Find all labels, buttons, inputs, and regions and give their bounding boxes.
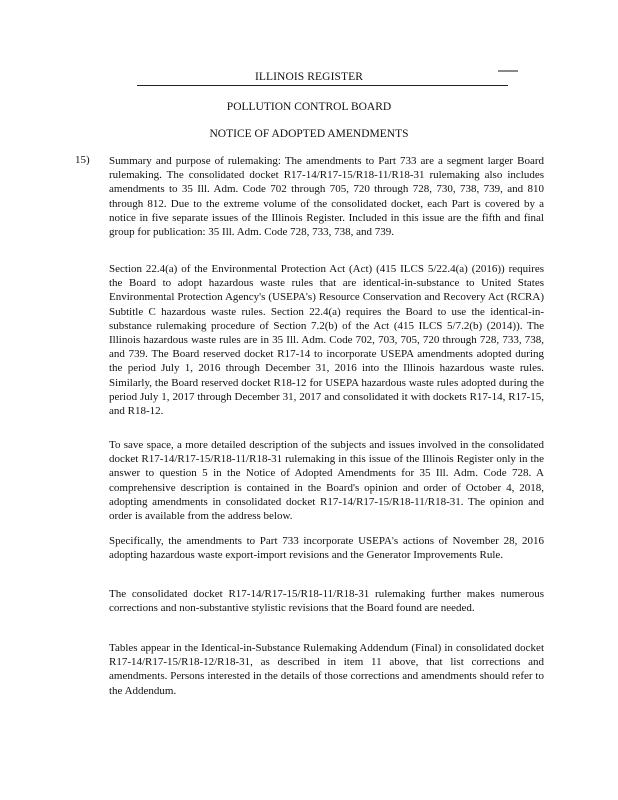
notice-title: NOTICE OF ADOPTED AMENDMENTS xyxy=(209,128,409,140)
header-page-mark xyxy=(498,70,518,72)
paragraph-text: The consolidated docket R17-14/R17-15/R18-11/R18-31 rulemaking further makes numerous corrections and non-substantive stylistic revisions that the Board found are needed. xyxy=(109,588,544,615)
paragraph-specifically xyxy=(109,534,544,562)
paragraph-text: Specifically, the amendments to Part 733 incorporate USEPA's actions of November 28, 2016 adopting hazardous waste export-import revisions and the Generator Improvements Rule. xyxy=(109,535,544,562)
paragraph-save-space xyxy=(109,438,544,523)
register-header-title: ILLINOIS REGISTER xyxy=(254,71,364,83)
paragraph-text: Summary and purpose of rulemaking: The amendments to Part 733 are a segment larger Board rulemaking. The consolidated docket R17-14/R17-15/R18-11/R18-31 rulemaking also includes amendments to 35 Ill. Adm. Code 702 through 705, 720 through 728, 730, 738, 739, and 810 through 812. Due to the extreme volume of the consolidated docket, each Part is covered by a notice in five separate issues of the Illinois Register. Included in this issue are the fifth and final group for publication: 35 Ill. Adm. Code 728, 733, 738, and 739. xyxy=(109,155,544,239)
paragraph-text: Tables appear in the Identical-in-Substance Rulemaking Addendum (Final) in consolidated docket R17-14/R17-15/R18-12/R18-31, as described in item 11 above, that list corrections and amendments. Persons interested in the details of those corrections and amendments should refer to the Addendum. xyxy=(109,642,544,697)
paragraph-text: Section 22.4(a) of the Environmental Protection Act (Act) (415 ILCS 5/22.4(a) (2016)) requires the Board to adopt hazardous waste rules that are identical-in-substance to United States Environmental Protection Agency's (USEPA's) Resource Conservation and Recovery Act (RCRA) Subtitle C hazardous waste rules. Section 22.4(a) requires the Board to use the identical-in-substance rulemaking procedure of Section 7.2(b) of the Act (415 ILCS 5/7.2(b) (2014)). The Illinois hazardous waste rules are in 35 Ill. Adm. Code 702, 703, 705, 720 through 728, 733, 738, and 739. The Board reserved docket R17-14 to incorporate USEPA amendments adopted during the period July 1, 2016 through December 31, 2016 into the Illinois hazardous waste rules. Similarly, the Board reserved docket R18-12 for USEPA hazardous waste rules adopted during the period July 1, 2017 through December 31, 2017 and consolidated it with dockets R17-14, R17-15, and R18-12. xyxy=(109,263,544,418)
paragraph-text: To save space, a more detailed description of the subjects and issues involved in the consolidated docket R17-14/R17-15/R18-11/R18-31 rulemaking in this issue of the Illinois Register only in the answer to question 5 in the Notice of Adopted Amendments for 35 Ill. Adm. Code 728. A comprehensive description is contained in the Board's opinion and order of October 4, 2018, adopting amendments in consolidated docket R17-14/R17-15/R18-11/R18-31. The opinion and order is available from the address below. xyxy=(109,439,544,523)
paragraph-section-22-4 xyxy=(109,262,544,418)
paragraph-summary xyxy=(109,154,544,239)
paragraph-tables xyxy=(109,641,544,698)
board-name: POLLUTION CONTROL BOARD xyxy=(226,101,392,113)
section-number: 15) xyxy=(75,154,90,166)
header-underline xyxy=(137,85,508,86)
paragraph-corrections xyxy=(109,587,544,615)
